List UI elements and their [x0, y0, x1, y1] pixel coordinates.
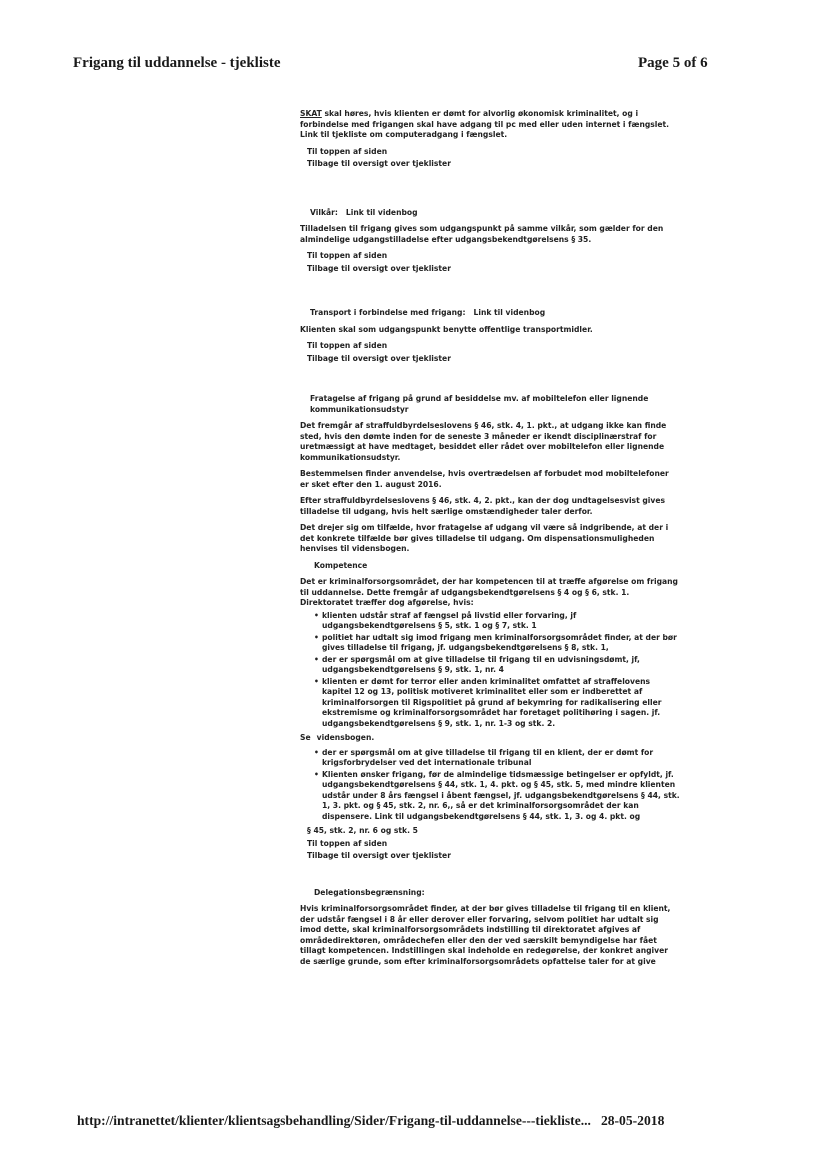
delegation-text: Hvis kriminalforsorgsområdet finder, at der bør gives tilladelse til frigang til en klient, der udstår fængsel i 8 år eller derover eller forvaring, selvom politiet har udtalt sig imod dette, skal kriminalforsorgsområdets indstilling til direktoratet afgives af områdedirektøren, områdechefen eller den der ved særskilt bemyndigelse har fået tillagt kompetencen. Indstillingen skal indeholde en redegørelse, der konkret angiver de særlige grunde, som efter kriminalforsorgsområdets opfattelse taler for at give [300, 904, 671, 966]
nav-back-link[interactable]: Tilbage til oversigt over tjeklister [307, 851, 451, 860]
transport-text: Klienten skal som udgangspunkt benytte offentlige transportmidler. [300, 324, 593, 334]
vilkaar-text: Tilladelsen til frigang gives som udgangspunkt på samme vilkår, som gælder for den almindelige udgangstilladelse efter udgangsbekendtgørelsens § 35. [300, 224, 664, 244]
list-item: • der er spørgsmål om at give tilladelse til frigang til en udvisningsdømt, jf, udgangsbekendtgørelsens § 9, stk. 1, nr. 4 [322, 655, 680, 676]
fratagelse-p2: Bestemmelsen finder anvendelse, hvis overtrædelsen af forbudet mod mobiltelefoner er sket efter den 1. august 2016. [300, 469, 669, 489]
vilkaar-heading [310, 208, 680, 219]
footer-date: 28-05-2018 [600, 1113, 665, 1128]
page-number: Page 5 of 6 [638, 55, 708, 71]
page-header-title: Frigang til uddannelse - tjekliste [73, 55, 281, 71]
list-item: • klienten udstår straf af fængsel på livstid eller forvaring, jf udgangsbekendtgørelsens § 5, stk. 1 og § 7, stk. 1 [322, 611, 680, 632]
transport-label: Transport i forbindelse med frigang: [310, 308, 466, 317]
skat-paragraph [300, 109, 680, 141]
kompetence-intro: Det er kriminalforsorgsområdet, der har kompetencen til at træffe afgørelse om frigang til uddannelse. Dette fremgår af udgangsbekendtgørelsens § 4 og § 6, stk. 1. Direktoratet træffer dog afgørelse, hvis: [300, 577, 678, 607]
transport-heading [310, 308, 680, 319]
nav-back-link[interactable]: Tilbage til oversigt over tjeklister [307, 159, 451, 168]
nav-top-link[interactable]: Til toppen af siden [307, 838, 388, 848]
fratagelse-p1: Det fremgår af straffuldbyrdelseslovens § 46, stk. 4, 1. pkt., at udgang ikke kan finde sted, hvis den dømte inden for de seneste 3 måneder er ikendt disciplinærstraf for uretmæssigt at have medtaget, besiddet eller rådet over mobiltelefon eller lignende kommunikationsudstyr. [300, 421, 667, 462]
nav-back-link[interactable]: Tilbage til oversigt over tjeklister [307, 263, 451, 273]
nav-top-link[interactable]: Til toppen af siden [307, 251, 388, 260]
transport-videnbog-link[interactable]: Link til videnbog [473, 308, 546, 317]
kompetence-heading: Kompetence [314, 560, 368, 570]
skat-link[interactable]: SKAT [300, 109, 322, 118]
list-item: • der er spørgsmål om at give tilladelse til frigang til en klient, der er dømt for krigsforbrydelser ved det internationale tribunal [322, 748, 680, 769]
document-body [300, 109, 680, 973]
kompetence-tail: § 45, stk. 2, nr. 6 og stk. 5 [307, 826, 418, 835]
skat-text: skal høres, hvis klienten er dømt for alvorlig økonomisk kriminalitet, og i forbindelse med frigangen skal have adgang til pc med eller uden internet i fængslet. [300, 109, 670, 129]
vilkaar-label: Vilkår: [310, 207, 338, 217]
nav-back-link[interactable]: Tilbage til oversigt over tjeklister [307, 353, 451, 363]
kompetence-list [300, 611, 680, 730]
kompetence-list-2 [300, 748, 680, 823]
vidensbogen-link[interactable]: vidensbogen. [316, 733, 375, 742]
page-footer [77, 1113, 664, 1129]
list-item: • Klienten ønsker frigang, før de almindelige tidsmæssige betingelser er opfyldt, jf. udgangsbekendtgørelsens § 44, stk. 1, 4. pkt. og § 45, stk. 5, med mindre klienten udstår under 8 års fængsel i åbent fængsel, jf. udgangsbekendtgørelsens § 44, stk. 1, 3. pkt. og § 45, stk. 2, nr. 6,, så er det kriminalforsorgsområdet der kan dispensere. Link til udgangsbekendtgørelsens § 44, stk. 1, 3. og 4. pkt. og [322, 770, 680, 823]
fratagelse-p4: Det drejer sig om tilfælde, hvor fratagelse af udgang vil være så indgribende, at der i det konkrete tilfælde bør gives tilladelse til udgang. Om dispensationsmuligheden henvises til vidensbogen. [300, 523, 669, 553]
delegation-heading: Delegationsbegrænsning: [314, 887, 425, 897]
se-row [300, 733, 680, 744]
fratagelse-heading: Fratagelse af frigang på grund af besiddelse mv. af mobiltelefon eller lignende kommunikationsudstyr [310, 394, 649, 414]
nav-top-link[interactable]: Til toppen af siden [307, 146, 388, 156]
computer-checklist-link[interactable]: Link til tjekliste om computeradgang i fængslet. [300, 130, 508, 139]
vilkaar-videnbog-link[interactable]: Link til videnbog [345, 207, 418, 217]
nav-top-link[interactable]: Til toppen af siden [307, 341, 388, 350]
footer-url: http://intranettet/klienter/klientsagsbehandling/Sider/Frigang-til-uddannelse---tiekliste... [77, 1113, 591, 1128]
list-item: • politiet har udtalt sig imod frigang men kriminalforsorgsområdet finder, at der bør gives tilladelse til frigang, jf. udgangsbekendtgørelsens § 8, stk. 1, [322, 633, 680, 654]
se-label: Se [300, 733, 311, 742]
list-item: • klienten er dømt for terror eller anden kriminalitet omfattet af straffelovens kapitel 12 og 13, politisk motiveret kriminalitet eller som er indberettet af kriminalforsorgen til Rigspolitiet på grund af bekymring for radikalisering eller ekstremisme og kriminalforsorgsområdet har foretaget politihøring i sagen. jf. udgangsbekendtgørelsens § 9, stk. 1, nr. 1-3 og stk. 2. [322, 677, 680, 730]
fratagelse-p3: Efter straffuldbyrdelseslovens § 46, stk. 4, 2. pkt., kan der dog undtagelsesvist gives tilladelse til udgang, hvis helt særlige omstændigheder taler derfor. [300, 496, 666, 516]
